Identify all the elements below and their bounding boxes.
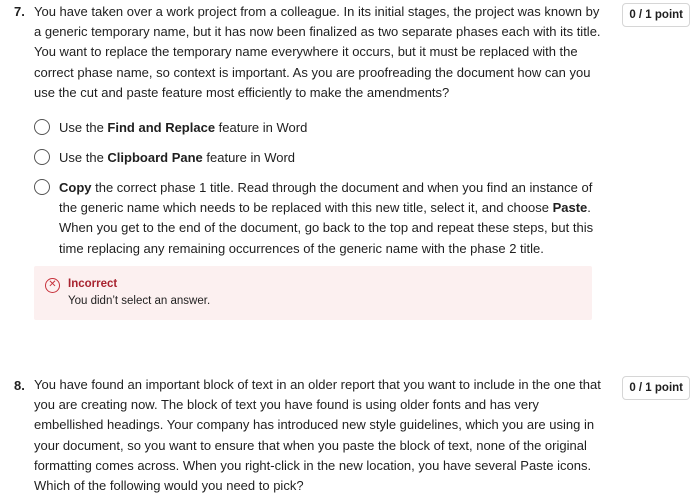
feedback-incorrect bbox=[34, 266, 592, 320]
question-7-points-badge: 0 / 1 point bbox=[622, 3, 690, 27]
question-8-prompt: You have found an important block of text in an older report that you want to include in the one that you are creating now. The block of text you have found is using older fonts and has very embellished headings. Your company has introduced new style guidelines, which you are using in your document, so you want to ensure that when you paste the block of text, none of the original formatting comes across. When you right-click in the new location, you have several Paste icons. Which of the following would you need to pick? bbox=[34, 377, 601, 494]
radio-button[interactable] bbox=[34, 179, 50, 195]
question-8-points-badge: 0 / 1 point bbox=[622, 376, 690, 400]
radio-button[interactable] bbox=[34, 149, 50, 165]
option-label: Use the Find and Replace feature in Word bbox=[59, 120, 308, 135]
option-clipboard-pane[interactable] bbox=[34, 148, 594, 168]
x-circle-icon: ✕ bbox=[45, 278, 60, 293]
option-find-and-replace[interactable] bbox=[34, 118, 594, 138]
option-label: Use the Clipboard Pane feature in Word bbox=[59, 150, 296, 165]
question-7-number: 7. bbox=[14, 4, 25, 19]
radio-button[interactable] bbox=[34, 119, 50, 135]
question-8-number: 8. bbox=[14, 378, 25, 393]
feedback-message: You didn’t select an answer. bbox=[68, 295, 211, 307]
option-label: Copy the correct phase 1 title. Read through the document and when you find an instance of the generic name which needs to be replaced with this new title, select it, and choose Paste. When you get to the end of the document, go back to the top and repeat these steps, but this time replacing any remaining occurrences of the generic name with the phase 2 title. bbox=[59, 180, 594, 256]
question-7-prompt: You have taken over a work project from a colleague. In its initial stages, the project was known by a generic temporary name, but it has now been finalized as two separate phases each with its title. You want to replace the temporary name everywhere it occurs, but it must be replaced with the correct phase name, so context is important. As you are proofreading the document how can you use the cut and paste feature most efficiently to make the amendments? bbox=[34, 4, 601, 100]
feedback-title: Incorrect bbox=[68, 278, 118, 290]
option-copy-paste[interactable] bbox=[34, 178, 594, 259]
